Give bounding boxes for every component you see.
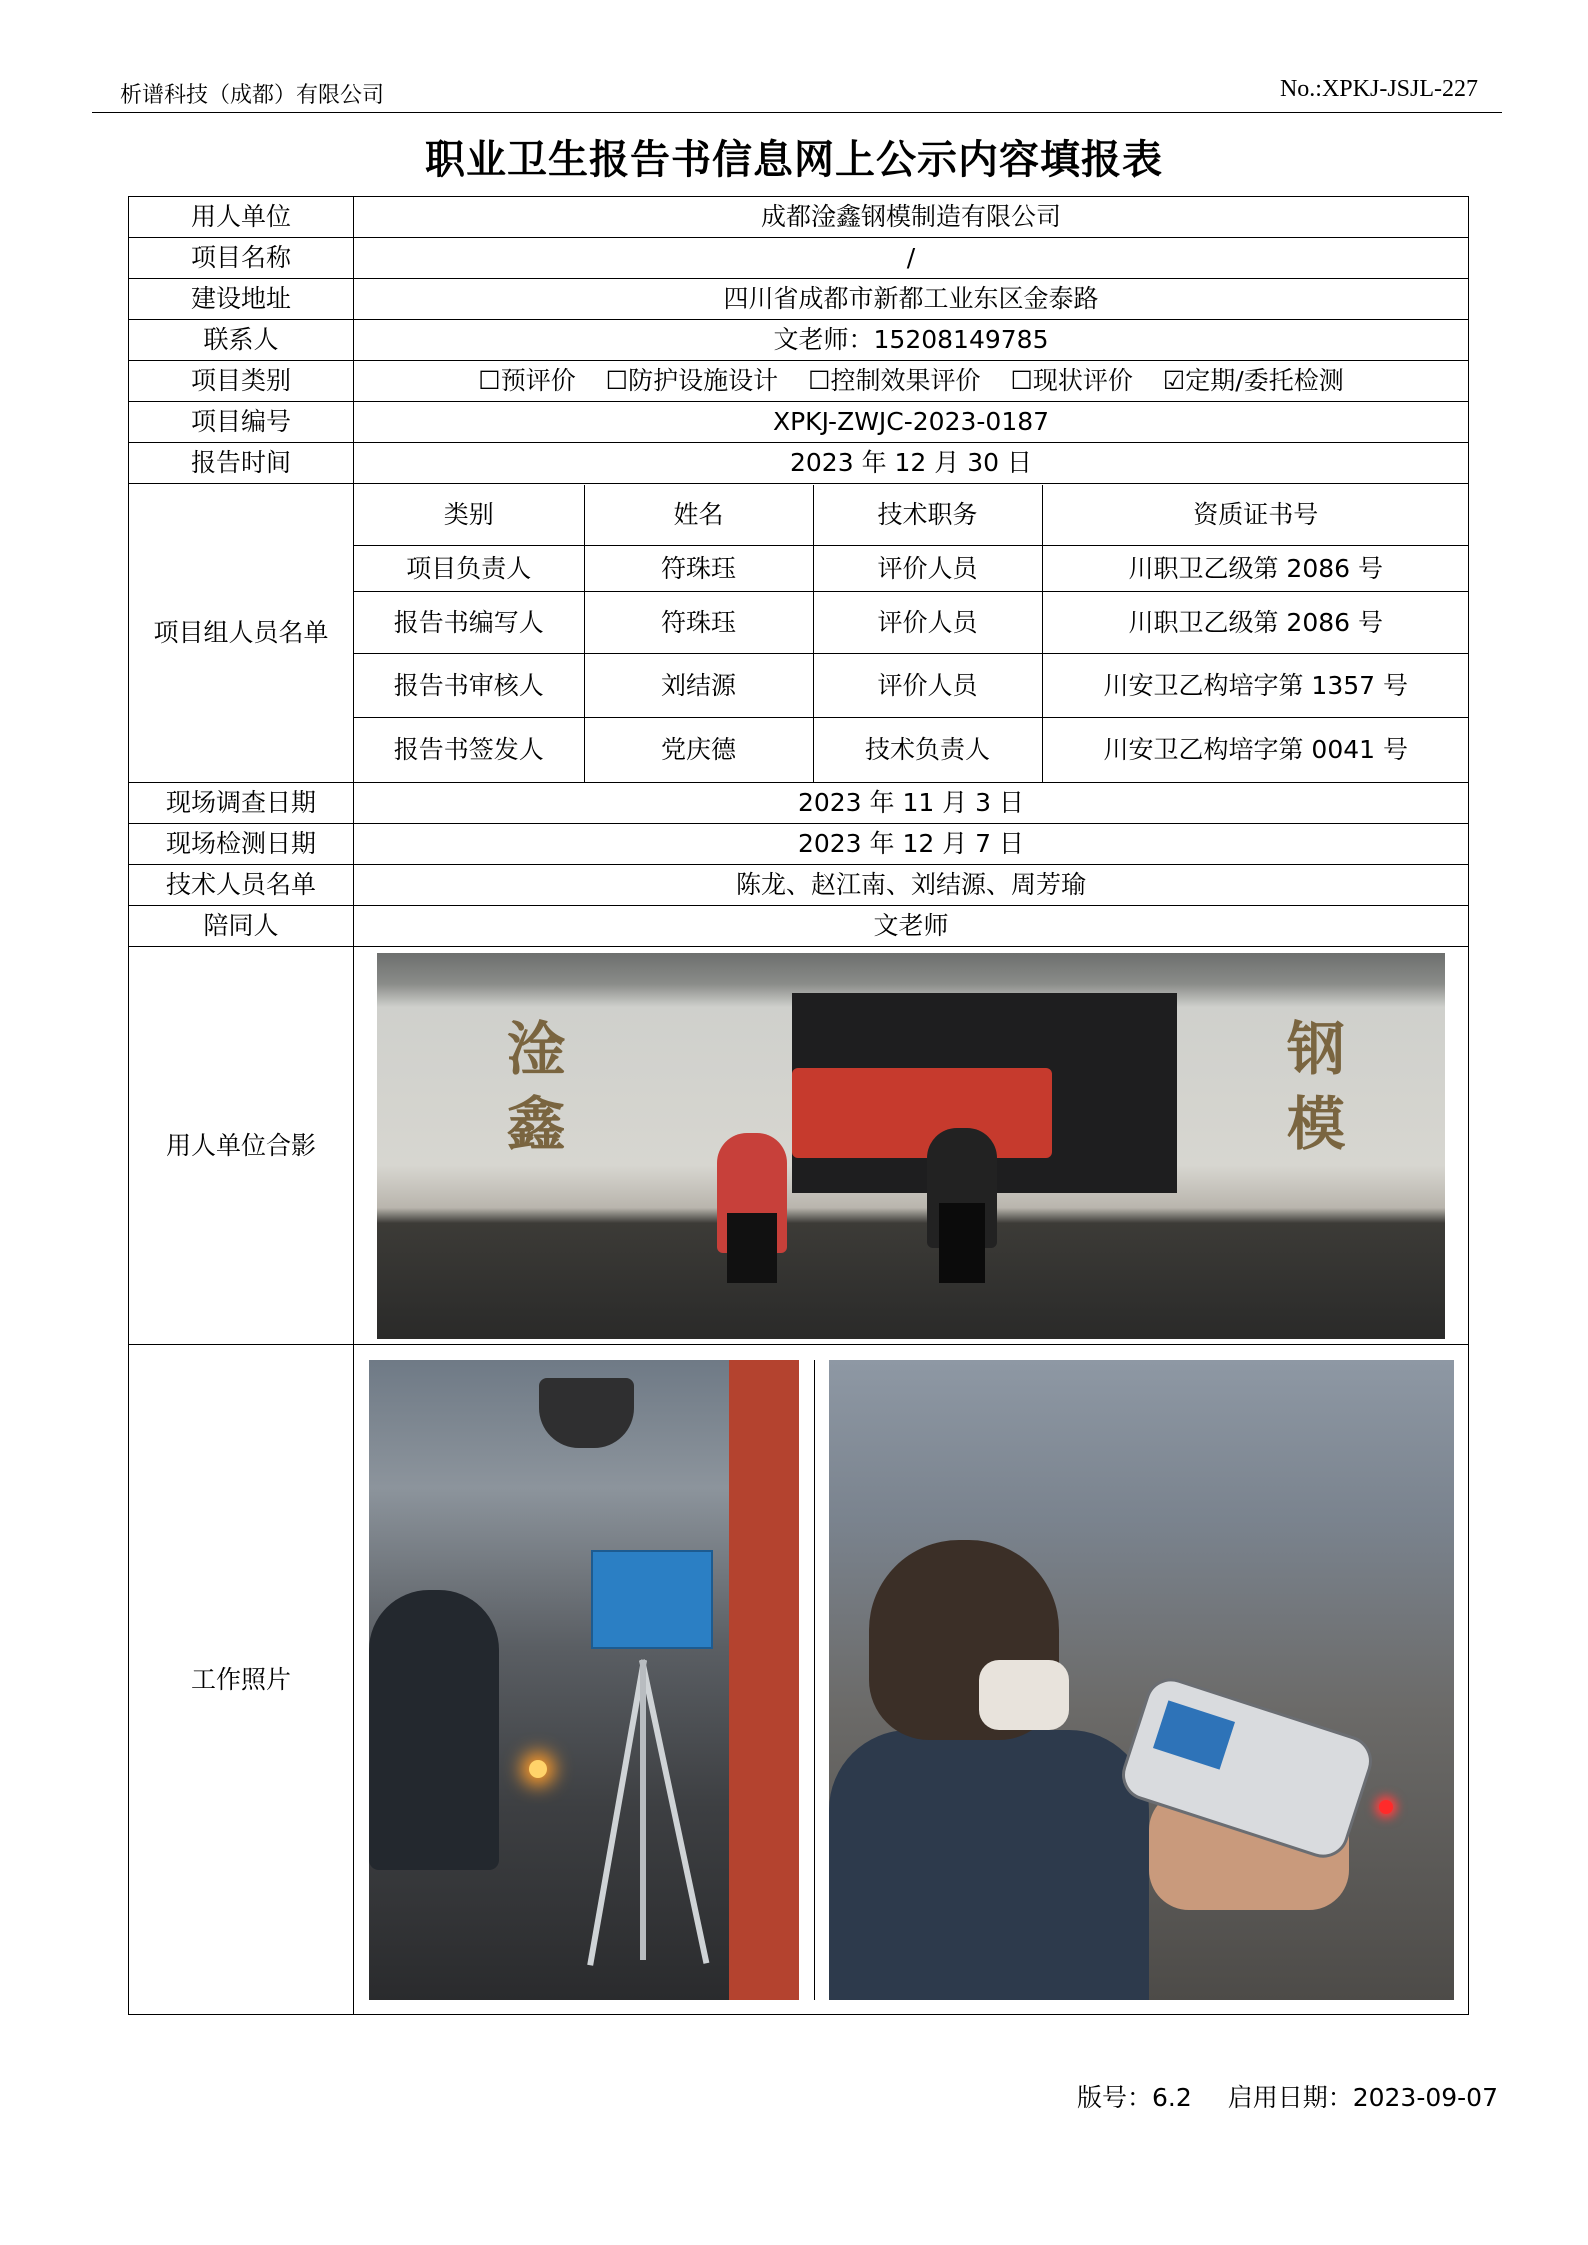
work-photo-right-cell <box>814 1360 1469 2000</box>
option-control-effect[interactable]: ☐控制效果评价 <box>808 366 981 396</box>
person-right-legs <box>939 1203 985 1283</box>
label-project-no: 项目编号 <box>129 402 354 443</box>
work-photos-cell <box>354 1345 1469 2015</box>
wall-logo: 模 <box>1287 1089 1346 1158</box>
team-row <box>354 546 1469 592</box>
row-category <box>129 361 1469 402</box>
team-cell-name: 符珠珏 <box>584 546 813 592</box>
value-employer: 成都淦鑫钢模制造有限公司 <box>354 197 1469 238</box>
team-cell-certificate: 川职卫乙级第 2086 号 <box>1042 592 1469 654</box>
dust-sampler <box>591 1550 713 1649</box>
row-contact <box>129 320 1469 361</box>
checkbox-unchecked-icon: ☐ <box>808 366 831 396</box>
welding-spark <box>529 1760 547 1778</box>
team-table <box>354 485 1469 782</box>
team-cell-name: 党庆德 <box>584 718 813 782</box>
option-pre-evaluation[interactable]: ☐预评价 <box>478 366 576 396</box>
row-team <box>129 484 1469 783</box>
value-contact: 文老师：15208149785 <box>354 320 1469 361</box>
category-options <box>354 361 1469 402</box>
header-divider <box>92 112 1502 113</box>
label-address: 建设地址 <box>129 279 354 320</box>
label-report-time: 报告时间 <box>129 443 354 484</box>
label-work-photos: 工作照片 <box>129 1345 354 2015</box>
checkbox-checked-icon: ☑ <box>1162 366 1186 396</box>
team-cell-certificate: 川职卫乙级第 2086 号 <box>1042 546 1469 592</box>
label-team: 项目组人员名单 <box>129 484 354 783</box>
group-photo-image <box>377 953 1445 1339</box>
option-status-evaluation[interactable]: ☐现状评价 <box>1010 366 1133 396</box>
wall-logo: 鑫 <box>507 1089 566 1158</box>
tripod-leg <box>587 1659 647 1965</box>
team-row <box>354 718 1469 782</box>
row-test-date <box>129 824 1469 865</box>
row-report-time <box>129 443 1469 484</box>
document-number: No.:XPKJ-JSJL-227 <box>1279 76 1478 102</box>
person-left-legs <box>727 1213 777 1283</box>
checkbox-unchecked-icon: ☐ <box>605 366 629 396</box>
row-work-photos <box>129 1345 1469 2015</box>
team-header-certificate: 资质证书号 <box>1042 485 1469 546</box>
tripod-leg <box>640 1660 646 1960</box>
row-group-photo <box>129 947 1469 1345</box>
indicator-light <box>1379 1800 1393 1814</box>
row-project-name <box>129 238 1469 279</box>
footer <box>1049 2078 1498 2114</box>
team-cell-certificate: 川安卫乙构培字第 0041 号 <box>1103 735 1409 765</box>
row-employer <box>129 197 1469 238</box>
work-photos-table <box>354 1360 1469 2000</box>
row-address <box>129 279 1469 320</box>
team-row <box>354 592 1469 654</box>
team-header-row <box>354 485 1469 546</box>
label-test-date: 现场检测日期 <box>129 824 354 865</box>
row-survey-date <box>129 783 1469 824</box>
team-cell-title: 评价人员 <box>813 654 1042 718</box>
option-protection-design[interactable]: ☐防护设施设计 <box>605 366 779 396</box>
row-accompany <box>129 906 1469 947</box>
team-cell-category: 报告书签发人 <box>354 718 584 782</box>
version-number: 版号：6.2 <box>1076 2083 1192 2112</box>
team-cell-title: 评价人员 <box>813 592 1042 654</box>
company-name: 析谱科技（成都）有限公司 <box>120 83 385 108</box>
work-photo-sampling <box>369 1360 799 2000</box>
value-report-time: 2023 年 12 月 30 日 <box>354 443 1469 484</box>
label-accompany: 陪同人 <box>129 906 354 947</box>
option-periodic-testing[interactable]: ☑定期/委托检测 <box>1162 366 1344 396</box>
row-tech-staff <box>129 865 1469 906</box>
value-project-no: XPKJ-ZWJC-2023-0187 <box>354 402 1469 443</box>
team-cell-name: 符珠珏 <box>584 592 813 654</box>
team-header-category: 类别 <box>354 485 584 546</box>
effective-date: 启用日期：2023-09-07 <box>1227 2083 1498 2112</box>
checkbox-unchecked-icon: ☐ <box>478 366 501 396</box>
team-row <box>354 654 1469 718</box>
team-cell-category: 报告书编写人 <box>354 592 584 654</box>
label-contact: 联系人 <box>129 320 354 361</box>
worker-body <box>829 1730 1149 2000</box>
work-photo-left-cell <box>354 1360 814 2000</box>
work-photo-noise-meter <box>829 1360 1454 2000</box>
team-cell-category: 项目负责人 <box>354 546 584 592</box>
group-photo-cell <box>354 947 1469 1345</box>
red-beam <box>729 1360 799 2000</box>
team-header-title: 技术职务 <box>813 485 1042 546</box>
info-form-table <box>128 196 1469 2015</box>
value-address: 四川省成都市新都工业东区金泰路 <box>354 279 1469 320</box>
value-tech-staff: 陈龙、赵江南、刘结源、周芳瑜 <box>354 865 1469 906</box>
wall-logo: 淦 <box>507 1014 566 1083</box>
face-mask <box>979 1660 1069 1730</box>
label-category: 项目类别 <box>129 361 354 402</box>
label-survey-date: 现场调查日期 <box>129 783 354 824</box>
tripod-leg <box>639 1659 709 1963</box>
wall-logo: 钢 <box>1287 1014 1346 1083</box>
label-employer: 用人单位 <box>129 197 354 238</box>
team-cell-certificate: 川安卫乙构培字第 1357 号 <box>1042 654 1469 718</box>
team-header-name: 姓名 <box>584 485 813 546</box>
checkbox-unchecked-icon: ☐ <box>1010 366 1033 396</box>
label-tech-staff: 技术人员名单 <box>129 865 354 906</box>
red-truck <box>792 1068 1052 1158</box>
team-cell-name: 刘结源 <box>584 654 813 718</box>
team-cell-title: 技术负责人 <box>813 718 1042 782</box>
value-survey-date: 2023 年 11 月 3 日 <box>354 783 1469 824</box>
value-project-name: / <box>354 238 1469 279</box>
row-project-no <box>129 402 1469 443</box>
label-group-photo: 用人单位合影 <box>129 947 354 1345</box>
team-cell-title: 评价人员 <box>813 546 1042 592</box>
exhaust-hood <box>539 1378 634 1448</box>
team-table-cell <box>354 484 1469 783</box>
team-cell-category: 报告书审核人 <box>354 654 584 718</box>
label-project-name: 项目名称 <box>129 238 354 279</box>
value-test-date: 2023 年 12 月 7 日 <box>354 824 1469 865</box>
welder <box>369 1590 499 1870</box>
value-accompany: 文老师 <box>354 906 1469 947</box>
page-title: 职业卫生报告书信息网上公示内容填报表 <box>425 137 1163 183</box>
